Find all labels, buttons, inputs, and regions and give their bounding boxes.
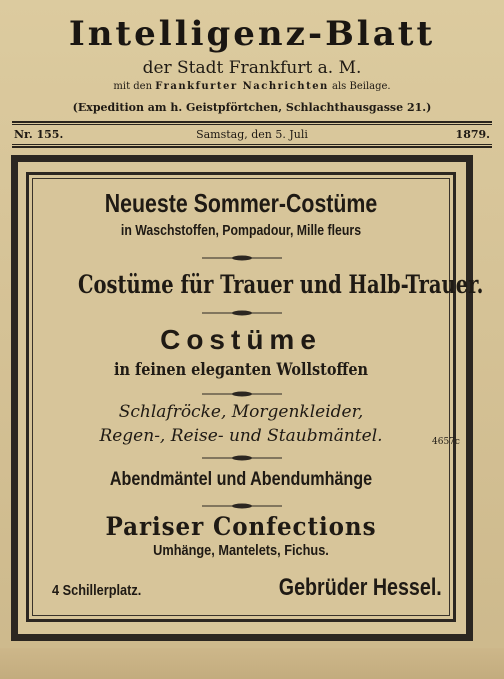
ornament-divider [202,455,282,461]
masthead-rule-bottom-thin [12,144,492,145]
ad-robes-line2: Regen-, Reise- und Staubmäntel. [99,426,383,446]
supplement-name: Frankfurter Nachrichten [155,81,329,92]
ornament-divider [202,503,282,509]
ad-reference-number: 4657c [432,437,460,447]
expedition-address: (Expedition am h. Geistpförtchen, Schlachthausgasse 21.) [72,101,432,114]
ad-costume: Costüme [160,324,322,355]
ornament-divider [202,310,282,316]
ad-headline-sub: in Waschstoffen, Pompadour, Mille fleurs [120,222,362,239]
ad-paris-confections: Pariser Confections [105,512,377,541]
ad-mourning: Costüme für Trauer und Halb-Trauer. [77,270,484,299]
ornament-divider [202,255,282,261]
issue-year: 1879. [455,128,490,141]
ad-evening-wear: Abendmäntel und Abendumhänge [109,469,373,490]
ad-robes-line1: Schlafröcke, Morgenkleider, [118,402,364,422]
supplement-prefix: mit den [113,81,153,92]
issue-number: Nr. 155. [14,128,64,141]
masthead-title: Intelligenz-Blatt [68,14,436,54]
masthead-rule-bottom [12,146,492,148]
issue-info-row [14,126,490,144]
ornament-divider [202,391,282,397]
ad-headline: Neueste Sommer-Costüme [104,188,378,218]
ad-paris-sub: Umhänge, Mantelets, Fichus. [153,542,329,559]
masthead-subtitle: der Stadt Frankfurt a. M. [142,58,362,78]
supplement-suffix: als Beilage. [332,81,391,92]
ad-costume-sub: in feinen eleganten Wollstoffen [113,360,369,380]
masthead-rule-top [12,121,492,123]
issue-date: Samstag, den 5. Juli [196,128,308,141]
page-bottom-edge [0,648,504,679]
masthead-rule-top-thin [12,124,492,125]
masthead-supplement [0,80,504,94]
ad-firm-name: Gebrüder Hessel. [279,574,442,601]
ad-address: 4 Schillerplatz. [52,582,142,599]
